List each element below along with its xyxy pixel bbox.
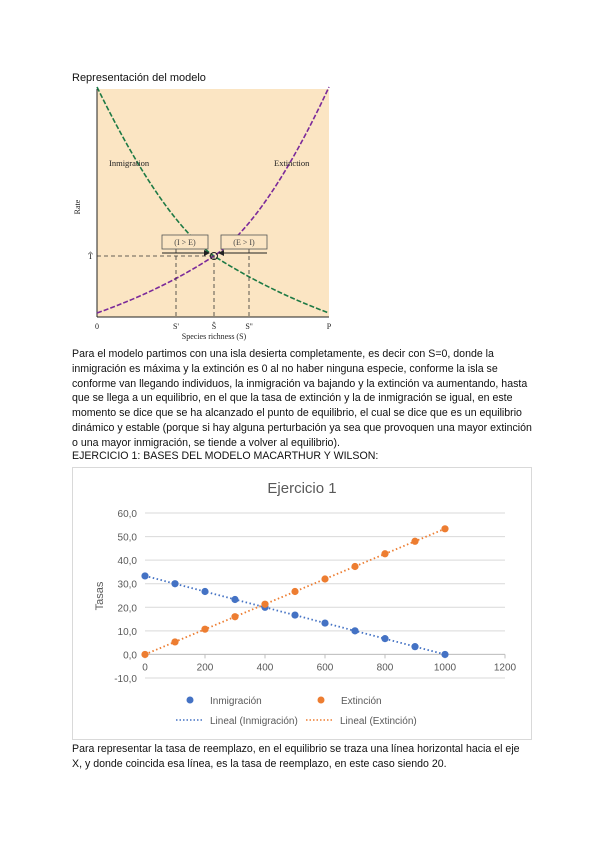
extinction-point bbox=[321, 575, 328, 582]
exercise-chart bbox=[73, 468, 531, 739]
figure-x-ticks bbox=[95, 321, 332, 331]
immigration-point bbox=[201, 588, 208, 595]
chart-y-tick-label: 40,0 bbox=[117, 556, 137, 568]
extinction-point bbox=[201, 626, 208, 633]
chart-y-ticks bbox=[114, 509, 137, 685]
legend-marker-extinction bbox=[318, 697, 325, 704]
chart-x-tick-label: 1000 bbox=[433, 662, 457, 674]
figure-x-tick: S' bbox=[173, 322, 179, 331]
figure-x-tick: S'' bbox=[245, 322, 253, 331]
immigration-point bbox=[411, 643, 418, 650]
chart-y-tick-label: 0,0 bbox=[123, 650, 137, 662]
legend-immigration: Inmigración bbox=[210, 696, 262, 707]
chart-points bbox=[141, 525, 448, 658]
chart-x-tick-label: 1200 bbox=[493, 662, 517, 674]
paragraph-model-explanation: Para el modelo partimos con una isla desierta completamente, es decir con S=0, donde la inmigración es máxima y la extinción es 0 al no haber ninguna especie, conforme la isla se conforme van llegando individuos, la inmigración va bajando y la extinción va aumentando, hasta que se llega a un equilibrio, en el que la tasa de extinción y la de inmigración se igual, en este momento se dice que se ha alcanzado el punto de equilibrio, el cual se dice que es un equilibrio dinámico y estable (porque si hay alguna perturbación ya sea que provoquen una mayor extinción o una mayor inmigración, se tiende a volver al equilibrio). bbox=[72, 348, 532, 449]
extinction-point bbox=[411, 538, 418, 545]
extinction-point bbox=[141, 651, 148, 658]
legend-trend-immigration: Lineal (Inmigración) bbox=[210, 716, 298, 727]
legend-extinction: Extinción bbox=[341, 696, 382, 707]
chart-y-tick-label: -10,0 bbox=[114, 674, 137, 685]
immigration-curve-label: Inmigration bbox=[109, 158, 150, 168]
figure-x-tick: 0 bbox=[95, 322, 99, 331]
chart-container bbox=[72, 467, 532, 740]
immigration-point bbox=[231, 596, 238, 603]
chart-y-tick-label: 60,0 bbox=[117, 509, 137, 520]
section-heading-exercise: EJERCICIO 1: BASES DEL MODELO MACARTHUR Y WILSON: bbox=[72, 450, 379, 462]
extinction-point bbox=[291, 588, 298, 595]
immigration-point bbox=[351, 627, 358, 634]
extinction-point bbox=[441, 525, 448, 532]
figure-y-tick: T̂ bbox=[88, 252, 93, 261]
immigration-point bbox=[381, 635, 388, 642]
extinction-point bbox=[171, 638, 178, 645]
chart-y-tick-label: 20,0 bbox=[117, 603, 137, 615]
chart-gridlines bbox=[145, 513, 505, 678]
section-heading-model: Representación del modelo bbox=[72, 72, 206, 84]
label-i-greater-e: (I > E) bbox=[174, 238, 196, 247]
immigration-point bbox=[321, 619, 328, 626]
chart-y-tick-label: 50,0 bbox=[117, 532, 137, 544]
chart-y-tick-label: 10,0 bbox=[117, 626, 137, 638]
chart-y-tick-label: 30,0 bbox=[117, 579, 137, 591]
figure-x-label: Species richness (S) bbox=[181, 332, 247, 341]
macarthur-wilson-figure bbox=[73, 85, 342, 347]
chart-x-tick-label: 0 bbox=[142, 662, 148, 674]
figure-x-tick: P bbox=[326, 322, 332, 331]
legend-trend-extinction: Lineal (Extinción) bbox=[340, 716, 417, 727]
chart-x-ticks bbox=[142, 654, 516, 673]
figure-x-tick: Ŝ bbox=[211, 322, 217, 331]
immigration-point bbox=[441, 651, 448, 658]
extinction-point bbox=[261, 601, 268, 608]
extinction-point bbox=[351, 563, 358, 570]
chart-legend bbox=[176, 696, 417, 727]
chart-x-tick-label: 600 bbox=[316, 662, 334, 674]
immigration-point bbox=[141, 572, 148, 579]
figure-y-label: Rate bbox=[73, 199, 82, 215]
figure-background bbox=[97, 89, 329, 317]
chart-x-tick-label: 400 bbox=[256, 662, 274, 674]
extinction-point bbox=[231, 613, 238, 620]
extinction-point bbox=[381, 550, 388, 557]
chart-y-label: Tasas bbox=[94, 581, 106, 611]
chart-x-tick-label: 200 bbox=[196, 662, 214, 674]
chart-x-tick-label: 800 bbox=[376, 662, 394, 674]
label-e-greater-i: (E > I) bbox=[233, 238, 255, 247]
paragraph-replacement-rate: Para representar la tasa de reemplazo, en el equilibrio se traza una línea horizontal hacia el eje X, y donde coincida esa línea, es la tasa de reemplazo, en este caso siendo 20. bbox=[72, 743, 520, 770]
extinction-curve-label: Extinction bbox=[274, 158, 310, 168]
immigration-point bbox=[291, 611, 298, 618]
legend-marker-immigration bbox=[187, 697, 194, 704]
immigration-point bbox=[171, 580, 178, 587]
chart-title: Ejercicio 1 bbox=[267, 480, 337, 497]
